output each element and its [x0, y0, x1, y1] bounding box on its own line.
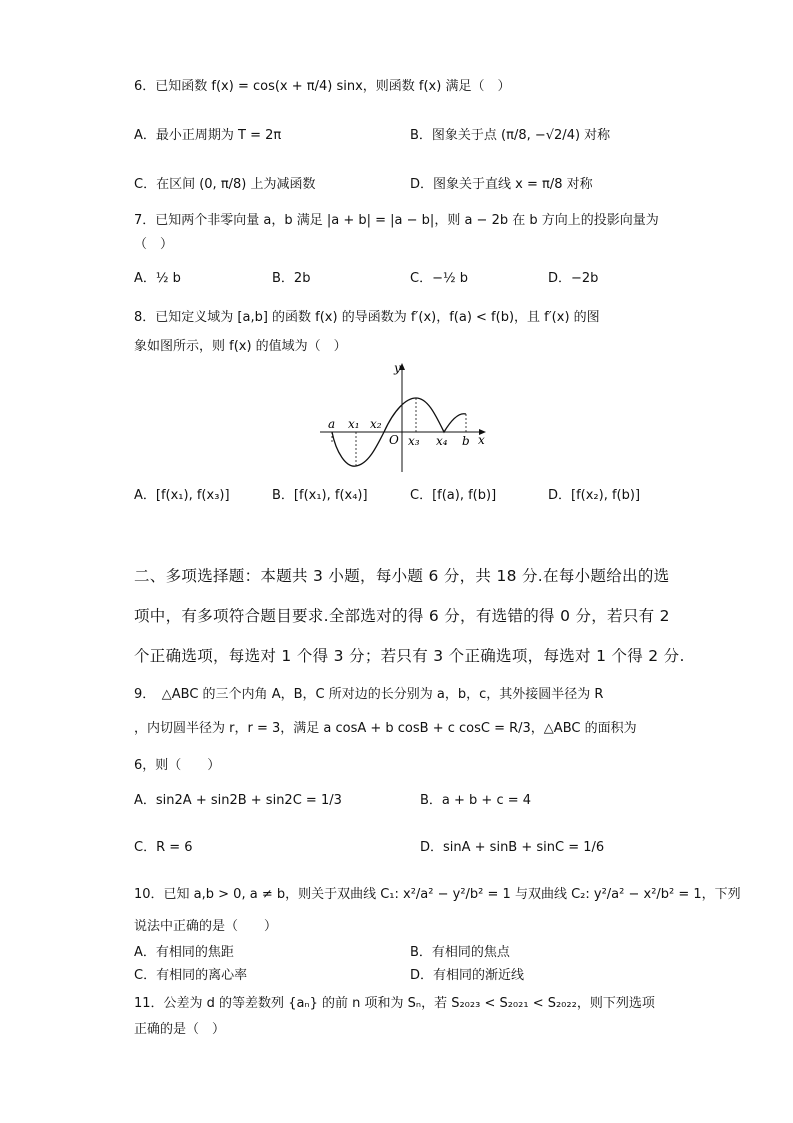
q11-line1: 11．公差为 d 的等差数列 {aₙ} 的前 n 项和为 Sₙ，若 S₂₀₂₃ < S₂₀₂₁ < S₂₀₂₂，则下列选项	[134, 996, 655, 1011]
y-label: y	[394, 361, 401, 375]
q8-option-c[interactable]: C．[f(a), f(b)]	[410, 488, 497, 503]
q11-line2: 正确的是（ ）	[134, 1022, 226, 1037]
q6-option-a[interactable]: A．最小正周期为 T = 2π	[134, 128, 282, 143]
q8-derivative-graph	[318, 360, 490, 472]
q7-option-a[interactable]: A．½ b	[134, 271, 181, 286]
section2-line3: 个正确选项，每选对 1 个得 3 分；若只有 3 个正确选项，每选对 1 个得 2 分.	[134, 647, 685, 665]
q9-option-d[interactable]: D．sinA + sinB + sinC = 1/6	[420, 840, 605, 855]
q7-stem: 7．已知两个非零向量 a，b 满足 |a + b| = |a − b|，则 a − 2b 在 b 方向上的投影向量为	[134, 213, 659, 228]
q9-option-b[interactable]: B．a + b + c = 4	[420, 793, 532, 808]
q8-option-b[interactable]: B．[f(x₁), f(x₄)]	[272, 488, 368, 503]
q7-option-c[interactable]: C．−½ b	[410, 271, 468, 286]
q10-option-a[interactable]: A．有相同的焦距	[134, 945, 234, 960]
q7-stem-cont: （ ）	[134, 237, 174, 252]
q7-option-b[interactable]: B．2b	[272, 271, 311, 286]
q10-option-b[interactable]: B．有相同的焦点	[410, 945, 510, 960]
q10-option-c[interactable]: C．有相同的离心率	[134, 968, 248, 983]
q9-line1: 9． △ABC 的三个内角 A，B，C 所对边的长分别为 a，b，c，其外接圆半径为 R	[134, 687, 604, 702]
x-label: x	[478, 433, 485, 447]
q9-option-a[interactable]: A．sin2A + sin2B + sin2C = 1/3	[134, 793, 342, 808]
q6-option-b[interactable]: B．图象关于点 (π/8, −√2/4) 对称	[410, 128, 611, 143]
section2-line2: 项中，有多项符合题目要求.全部选对的得 6 分，有选错的得 0 分，若只有 2	[134, 607, 670, 625]
origin-label: O	[389, 433, 399, 447]
q6-stem: 6．已知函数 f(x) = cos(x + π/4) sinx，则函数 f(x) 满足（ ）	[134, 79, 511, 94]
q9-line2: ，内切圆半径为 r，r = 3，满足 a cosA + b cosB + c cosC = R/3，△ABC 的面积为	[134, 721, 637, 736]
q8-stem: 8．已知定义域为 [a,b] 的函数 f(x) 的导函数为 f′(x)，f(a) < f(b)，且 f′(x) 的图	[134, 310, 600, 325]
q8-stem-cont: 象如图所示，则 f(x) 的值域为（ ）	[134, 339, 347, 354]
section2-line1: 二、多项选择题：本题共 3 小题，每小题 6 分，共 18 分.在每小题给出的选	[134, 567, 670, 585]
q6-option-c[interactable]: C．在区间 (0, π/8) 上为减函数	[134, 177, 316, 192]
x2-label: x₂	[370, 417, 382, 431]
q7-option-d[interactable]: D．−2b	[548, 271, 599, 286]
q6-option-d[interactable]: D．图象关于直线 x = π/8 对称	[410, 177, 593, 192]
q10-line2: 说法中正确的是（ ）	[134, 919, 278, 934]
q8-option-a[interactable]: A．[f(x₁), f(x₃)]	[134, 488, 230, 503]
x4-label: x₄	[436, 434, 448, 448]
q10-option-d[interactable]: D．有相同的渐近线	[410, 968, 525, 983]
x1-label: x₁	[348, 417, 360, 431]
x3-label: x₃	[408, 434, 420, 448]
q9-option-c[interactable]: C．R = 6	[134, 840, 193, 855]
a-label: a	[328, 417, 336, 431]
q9-line3: 6，则（ ）	[134, 758, 221, 773]
b-label: b	[462, 434, 470, 448]
q10-line1: 10．已知 a,b > 0, a ≠ b，则关于双曲线 C₁: x²/a² − y²/b² = 1 与双曲线 C₂: y²/a² − x²/b² = 1，下列	[134, 887, 741, 902]
q8-option-d[interactable]: D．[f(x₂), f(b)]	[548, 488, 641, 503]
